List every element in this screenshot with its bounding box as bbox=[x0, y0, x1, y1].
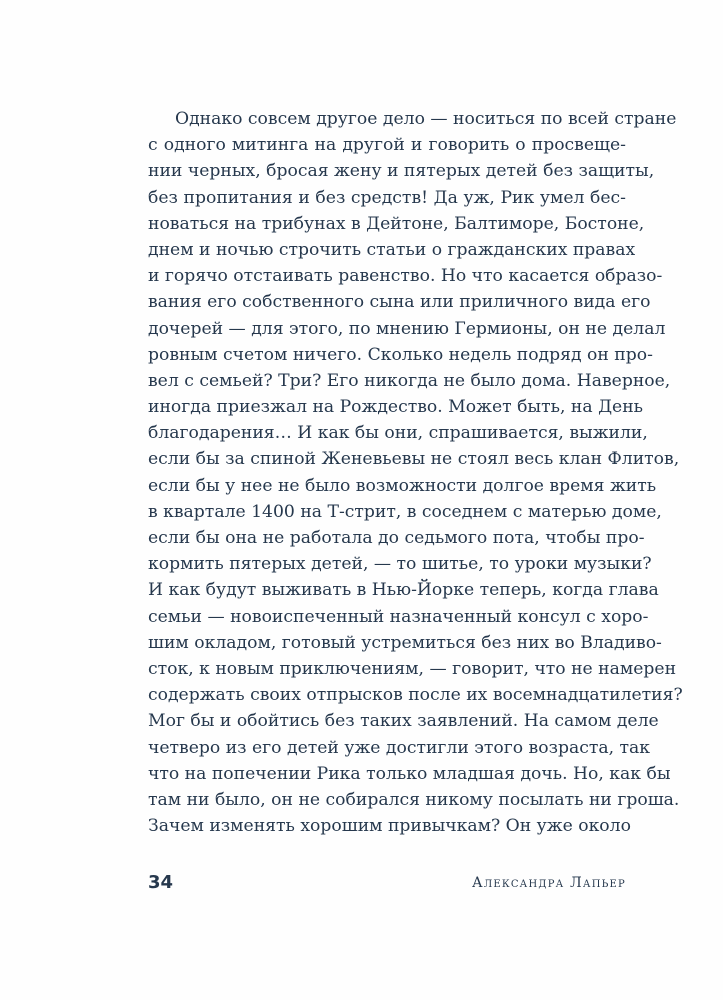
text-line: вания его собственного сына или приличного вида его bbox=[148, 292, 651, 313]
text-line: И как будут выживать в Нью-Йорке теперь, когда глава bbox=[148, 580, 659, 601]
text-line: иногда приезжал на Рождество. Может быть, на День bbox=[148, 397, 644, 418]
text-line: днем и ночью строчить статьи о гражданских правах bbox=[148, 239, 636, 260]
text-line: если бы она не работала до седьмого пота, чтобы про- bbox=[148, 528, 645, 548]
text-line: Мог бы и обойтись без таких заявлений. На самом деле bbox=[148, 711, 659, 732]
text-line: без пропитания и без средств! Да уж, Рик умел бес- bbox=[148, 187, 626, 208]
text-line: Однако совсем другое дело — носиться по всей стране bbox=[175, 109, 677, 129]
text-line: ровным счетом ничего. Сколько недель подряд он про- bbox=[148, 344, 653, 365]
text-line: нии черных, бросая жену и пятерых детей без защиты, bbox=[148, 161, 655, 182]
text-line: вел с семьей? Три? Его никогда не было дома. Наверное, bbox=[148, 370, 671, 391]
running-head-author: Александра Лапьер bbox=[472, 875, 626, 891]
text-line: благодарения… И как бы они, спрашивается, выжили, bbox=[148, 423, 648, 444]
page-footer bbox=[148, 870, 626, 900]
page-number: 34 bbox=[148, 872, 174, 893]
text-line: сток, к новым приключениям, — говорит, что не намерен bbox=[148, 658, 677, 679]
body-text bbox=[148, 106, 683, 839]
text-line: там ни было, он не собирался никому посылать ни гроша. bbox=[148, 789, 680, 810]
text-line: и горячо отстаивать равенство. Но что касается образо- bbox=[148, 266, 663, 287]
text-line: с одного митинга на другой и говорить о просвеще- bbox=[148, 135, 626, 156]
text-line: Зачем изменять хорошим привычкам? Он уже около bbox=[148, 816, 631, 837]
text-line: четверо из его детей уже достигли этого возраста, так bbox=[148, 737, 651, 758]
text-line: семьи — новоиспеченный назначенный консул с хоро- bbox=[148, 606, 649, 627]
text-line: содержать своих отпрысков после их восемнадцатилетия? bbox=[148, 685, 683, 706]
text-line: в квартале 1400 на Т-стрит, в соседнем с матерью доме, bbox=[148, 501, 662, 522]
text-line: новаться на трибунах в Дейтоне, Балтиморе, Бостоне, bbox=[148, 213, 645, 234]
text-line: шим окладом, готовый устремиться без них во Владиво- bbox=[148, 632, 662, 653]
text-line: дочерей — для этого, по мнению Гермионы, он не делал bbox=[148, 318, 666, 339]
text-line: если бы у нее не было возможности долгое время жить bbox=[148, 475, 657, 496]
text-line: что на попечении Рика только младшая дочь. Но, как бы bbox=[148, 763, 671, 784]
text-line: кормить пятерых детей, — то шитье, то уроки музыки? bbox=[148, 554, 652, 575]
text-line: если бы за спиной Женевьевы не стоял весь клан Флитов, bbox=[148, 449, 680, 470]
